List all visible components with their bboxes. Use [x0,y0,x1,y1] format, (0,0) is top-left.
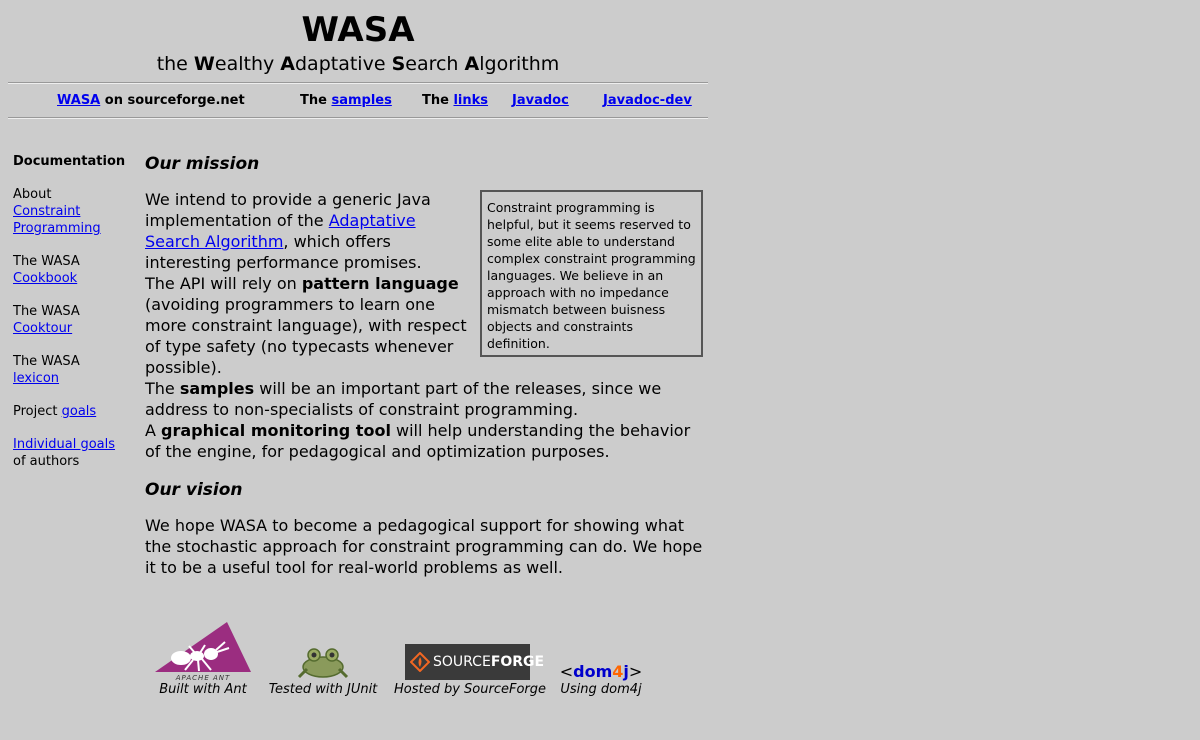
junit-caption: Tested with JUnit [268,682,378,697]
sidebar-goals-label: Project [13,404,62,419]
nav-samples-prefix: The [300,93,332,108]
subtitle-part: the [156,53,194,75]
frog-left-pupil [312,653,317,658]
mission-title: Our mission [145,154,260,174]
adaptative-search-link[interactable]: Adaptative Search Algorithm [145,211,416,251]
constraint-callout-box [480,190,703,357]
cooktour-link[interactable]: Cooktour [13,321,73,336]
callout-text: Constraint programming is helpful, but it seems reserved to some elite able to understand complex constraint programming languages. We believe in an approach with no impedance mismatch between buisness objects and constraints definition. [487,200,696,351]
nav-divider [8,117,708,119]
sourceforge-logo-source: SOURCE [433,654,491,670]
wasa-sourceforge-link[interactable]: WASA [57,93,101,108]
dom4j-logo [556,662,646,681]
sidebar-item-constraint-programming [13,186,133,237]
junit-frog-logo [293,645,353,681]
links-link[interactable]: links [453,93,489,108]
sidebar-item-lexicon [13,353,133,387]
javadoc-dev-link[interactable]: Javadoc-dev [603,93,692,108]
dom4j-dom: dom [573,662,613,681]
nav-links [422,93,488,108]
sidebar-lexicon-label: The WASA [13,354,80,369]
subtitle-part: W [193,53,215,75]
mission-p3-end: will be an important part of the releases, since we address to non-specialists of constraint programming. [145,379,662,419]
sidebar-item-cookbook [13,253,133,287]
frog-right-pupil [330,653,335,658]
nav-links-prefix: The [422,93,454,108]
sidebar-item-goals [13,403,133,420]
dom4j-badge[interactable] [556,618,646,698]
sidebar-heading: Documentation [13,154,126,169]
mission-p3-start: The [145,379,180,398]
nav-javadoc [512,93,569,108]
dom4j-four: 4 [612,662,624,681]
dom4j-lt: < [559,662,574,681]
mission-paragraph-1 [145,189,470,273]
frog-body [303,657,343,677]
junit-badge[interactable] [262,618,384,698]
dom4j-j: j [623,662,629,681]
sourceforge-logo [405,644,545,680]
site-title: WASA [301,10,415,50]
lexicon-link[interactable]: lexicon [13,371,60,386]
ant-caption: Built with Ant [159,682,247,697]
subtitle-part: earch [405,53,465,75]
mission-p1-end: , which offers interesting performance promises. [145,232,422,272]
cookbook-link[interactable]: Cookbook [13,271,78,286]
constraint-programming-link[interactable]: Constraint Programming [13,204,101,236]
mission-p4-end: will help understanding the behavior of the engine, for pedagogical and optimization purposes. [145,421,691,461]
dom4j-gt: > [628,662,643,681]
sidebar-item-cooktour [13,303,133,337]
mission-p2-start: The API will rely on [145,274,302,293]
apache-ant-logo [155,620,251,682]
mission-paragraph-2 [145,273,470,378]
subtitle-part: ealthy [214,53,281,75]
individual-goals-link[interactable]: Individual goals [13,437,116,452]
sourceforge-diamond-icon [410,652,430,672]
sourceforge-badge[interactable] [394,618,547,698]
mission-p1-start: We intend to provide a generic Java implementation of the [145,190,431,230]
vision-title: Our vision [145,480,243,500]
sidebar-item-individual-goals [13,436,133,470]
footer-logos [150,618,670,708]
samples-emphasis: samples [179,379,255,398]
sourceforge-logo-forge: FORGE [490,654,545,670]
top-navigation [8,84,708,118]
nav-javadoc-dev [603,93,692,108]
sidebar-cookbook-label: The WASA [13,254,80,269]
documentation-sidebar [13,153,133,486]
ant-logo-text: APACHE ANT [175,674,231,682]
mission-paragraph-3 [145,378,705,420]
ant-badge[interactable] [150,618,256,698]
subtitle-part: A [464,53,480,75]
nav-sourceforge-suffix: on sourceforge.net [100,93,245,108]
nav-sourceforge [57,93,245,108]
mission-p4-start: A [145,421,162,440]
samples-link[interactable]: samples [331,93,392,108]
monitoring-tool-emphasis: graphical monitoring tool [161,421,391,440]
subtitle-part: daptative [295,53,392,75]
pattern-language-emphasis: pattern language [301,274,459,293]
vision-paragraph: We hope WASA to become a pedagogical support for showing what the stochastic approach for constraint programming can do. We hope it to be a useful tool for real-world problems as well. [145,516,703,577]
dom4j-caption: Using dom4j [560,682,642,697]
page-header [8,8,708,76]
mission-p2-end: (avoiding programmers to learn one more constraint language), with respect of type safety (no typecasts whenever possible). [145,295,467,377]
project-goals-link[interactable]: goals [61,404,97,419]
subtitle-part: S [391,53,406,75]
site-subtitle [8,52,708,76]
sourceforge-caption: Hosted by SourceForge [394,682,547,697]
sidebar-cooktour-label: The WASA [13,304,80,319]
nav-samples [300,93,392,108]
mission-paragraph-4 [145,420,705,462]
subtitle-part: lgorithm [479,53,560,75]
sidebar-about-label: About [13,187,52,202]
sidebar-individual-suffix: of authors [13,454,80,469]
javadoc-link[interactable]: Javadoc [512,93,569,108]
subtitle-part: A [280,53,295,75]
